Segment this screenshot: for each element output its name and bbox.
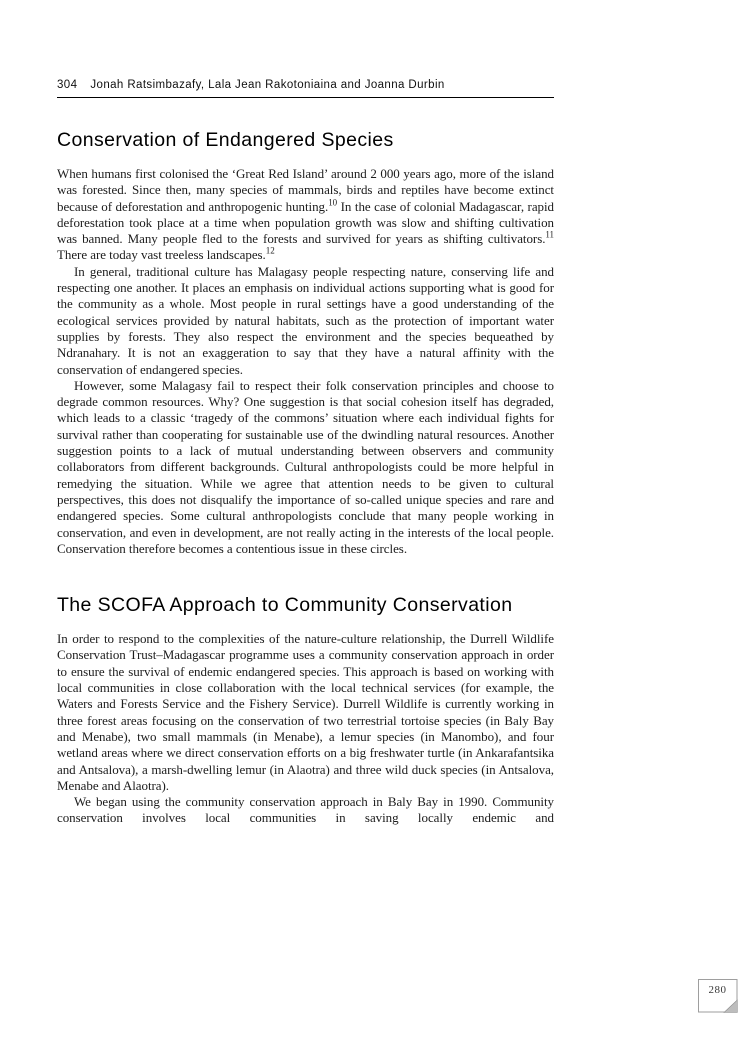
text-column [57, 0, 554, 827]
footnote-ref: 10 [328, 197, 338, 208]
paragraph: In general, traditional culture has Malagasy people respecting nature, conserving life and respecting one another. It places an emphasis on individual actions supporting what is good for the community as a whole. Most people in rural settings have a good understanding of the ecological services provided by natural habitats, such as the protection of important water supplies by forests. They also respect the environment and the species bequeathed by Ndranahary. It is not an exaggeration to say that they have a natural affinity with the conservation of endangered species. [57, 263, 554, 377]
header-rule [57, 97, 554, 98]
page-body [57, 129, 554, 827]
paragraph: We began using the community conservation approach in Baly Bay in 1990. Community conservation involves local communities in saving locally endemic and [57, 794, 554, 826]
paragraph: When humans first colonised the ‘Great Red Island’ around 2 000 years ago, more of the island was forested. Since then, many species of mammals, birds and reptiles have become extinct because of deforestation and anthropogenic hunting.$^{10}$ In the case of colonial Madagascar, rapid deforestation took place at a time when population growth was slow and shifting cultivation was banned. Many people fled to the forests and survived for years as shifting cultivators.$^{11}$ There are today vast treeless landscapes.$^{12}$ [57, 166, 554, 263]
header-page-number: 304 [57, 79, 78, 91]
page-badge-label: 280 [708, 984, 727, 996]
header-running-title: Jonah Ratsimbazafy, Lala Jean Rakotoniaina and Joanna Durbin [90, 79, 445, 91]
section-heading: Conservation of Endangered Species [57, 129, 394, 151]
footnote-ref: 11 [545, 229, 554, 240]
page-number-badge[interactable] [698, 979, 738, 1013]
footnote-ref: 12 [265, 246, 275, 257]
paragraph: However, some Malagasy fail to respect their folk conservation principles and choose to degrade common resources. Why? One suggestion is that social cohesion itself has degraded, which leads to a classic ‘tragedy of the commons’ situation where each individual fights for survival rather than cooperating for sustainable use of the dwindling natural resources. Another suggestion points to a lack of mutual understanding between observers and community collaborators from different backgrounds. Cultural anthropologists could be more helpful in remedying the situation. While we agree that attention needs to be given to cultural perspectives, this does not disqualify the importance of so-called unique species and rare and endangered species. Some cultural anthropologists conclude that many people working in conservation, and even in development, are not really acting in the interests of the local people. Conservation therefore becomes a contentious issue in these circles. [57, 377, 554, 556]
section-heading: The SCOFA Approach to Community Conservation [57, 594, 513, 617]
running-header [57, 79, 554, 91]
paragraph: In order to respond to the complexities of the nature-culture relationship, the Durrell Wildlife Conservation Trust–Madagascar programme uses a community conservation approach in order to ensure the survival of endemic endangered species. This approach is based on working with local communities in close collaboration with the local technical services (for example, the Waters and Forests Service and the Fishery Service). Durrell Wildlife is currently working in three forest areas focusing on the conservation of two terrestrial tortoise species (in Baly Bay and Menabe), two small mammals (in Menabe), a lemur species (in Manombo), and four wetland areas where we direct conservation efforts on a big freshwater turtle (in Ankarafantsika and Antsalova), a marsh-dwelling lemur (in Alaotra) and three wild duck species (in Antsalova, Menabe and Alaotra). [57, 631, 554, 793]
